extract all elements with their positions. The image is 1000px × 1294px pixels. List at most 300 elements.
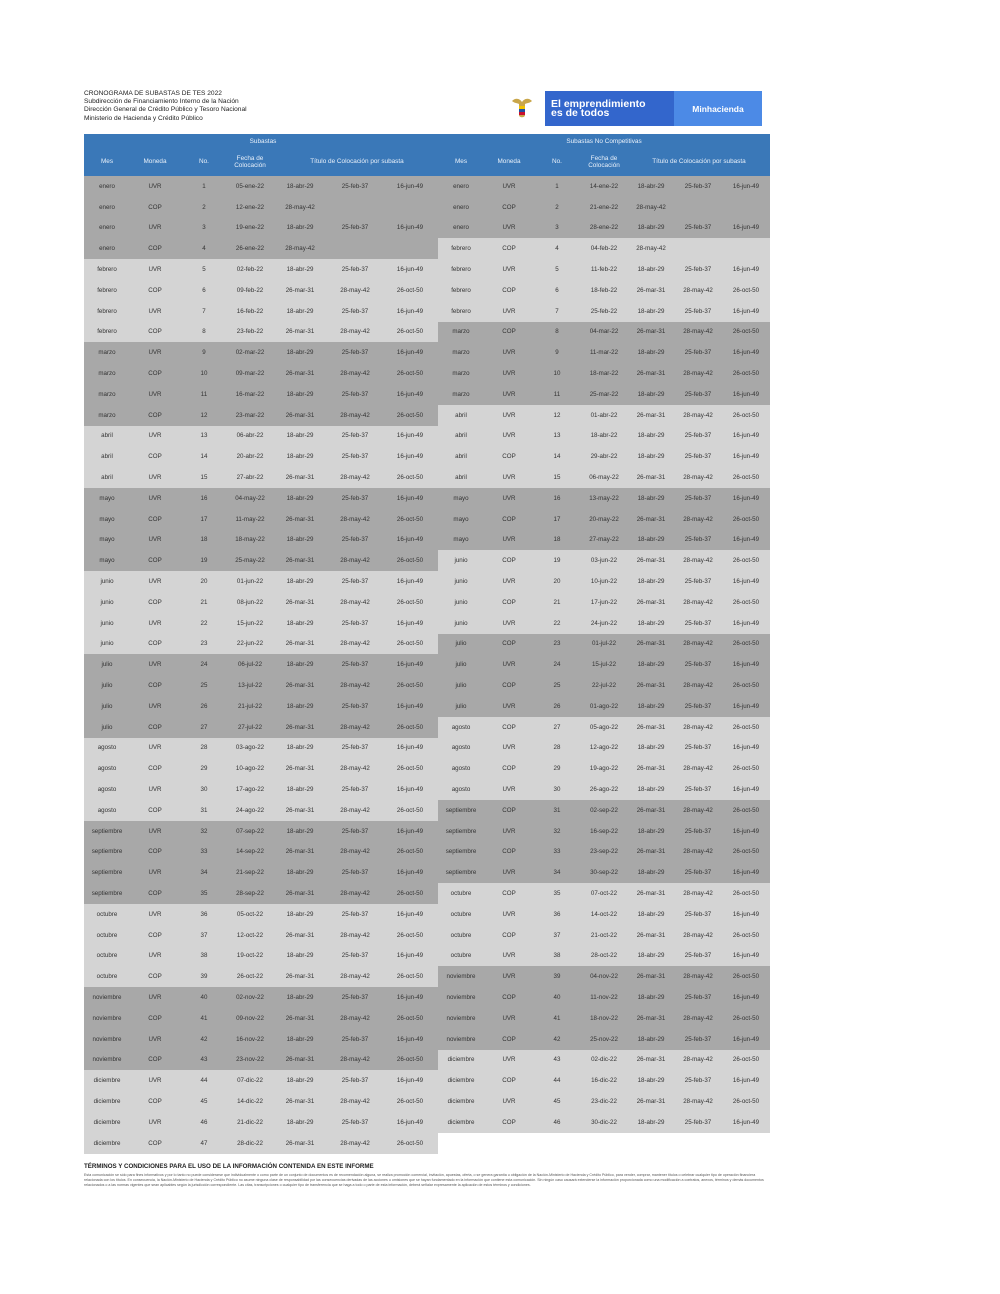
auction-number-cell: 42 [200,1035,208,1043]
title-cell-2: 28-may-42 [340,723,370,731]
title-cell-1: 18-abr-29 [637,432,665,440]
table-row [84,696,438,717]
month-cell: noviembre [92,1014,122,1022]
title-cell-3: 16-jun-49 [396,349,424,357]
month-cell: enero [99,245,115,253]
placement-date-cell: 25-may-22 [235,557,265,565]
auction-number-cell: 22 [200,619,208,627]
title-cell-1: 18-abr-29 [637,224,665,232]
month-cell: diciembre [447,1077,475,1085]
table-row [438,426,770,447]
table-row [438,530,770,551]
placement-date-cell: 15-jun-22 [236,619,264,627]
currency-cell: UVR [148,827,162,835]
placement-date-cell: 22-jul-22 [591,682,617,690]
auction-number-cell: 10 [553,370,561,378]
month-cell: noviembre [92,1035,122,1043]
auction-number-cell: 21 [553,598,561,606]
title-cell-1: 18-abr-29 [286,786,314,794]
table-row [84,1112,438,1133]
title-cell-3: 26-oct-50 [732,806,760,814]
table-row [84,322,438,343]
title-cell-1: 26-mar-31 [285,890,315,898]
table-row [84,218,438,239]
title-cell-1: 26-mar-31 [636,682,666,690]
title-cell-2: 25-feb-37 [684,952,712,960]
title-cell-2: 28-may-42 [683,286,713,294]
title-cell-1: 18-abr-29 [637,910,665,918]
title-cell-2: 28-may-42 [683,1056,713,1064]
title-cell-3: 16-jun-49 [396,1035,424,1043]
table-row [438,1070,770,1091]
terms-section [84,1163,774,1188]
table-row [84,1070,438,1091]
title-cell-2: 25-feb-37 [341,536,369,544]
placement-date-cell: 01-jun-22 [236,578,264,586]
title-cell-1: 18-abr-29 [637,786,665,794]
title-cell-3: 26-oct-50 [396,1014,424,1022]
title-cell-1: 28-may-42 [285,245,315,253]
title-cell-1: 26-mar-31 [285,640,315,648]
table-row [84,488,438,509]
currency-cell: COP [502,682,516,690]
auction-number-cell: 37 [553,931,561,939]
currency-cell: UVR [148,744,162,752]
table-row [84,426,438,447]
month-cell: septiembre [91,848,123,856]
title-cell-1: 18-abr-29 [286,390,314,398]
placement-date-cell: 14-dic-22 [237,1098,263,1106]
title-cell-2: 25-feb-37 [684,869,712,877]
month-cell: septiembre [445,848,477,856]
month-cell: septiembre [445,806,477,814]
title-cell-2: 28-may-42 [683,848,713,856]
col-header-month: Mes [454,158,468,166]
table-row [438,966,770,987]
currency-cell: COP [502,994,516,1002]
title-cell-1: 26-mar-31 [285,598,315,606]
title-cell-3: 16-jun-49 [732,786,760,794]
title-cell-3: 16-jun-49 [732,266,760,274]
currency-cell: UVR [148,952,162,960]
table-row [438,758,770,779]
title-cell-2: 25-feb-37 [341,661,369,669]
month-cell: octubre [450,952,472,960]
auction-number-cell: 36 [200,910,208,918]
placement-date-cell: 07-oct-22 [590,890,618,898]
currency-cell: UVR [148,578,162,586]
auction-number-cell: 31 [553,806,561,814]
month-cell: enero [453,224,469,232]
auction-number-cell: 40 [200,994,208,1002]
title-cell-1: 18-abr-29 [637,307,665,315]
title-cell-1: 26-mar-31 [636,474,666,482]
title-cell-3 [382,238,438,259]
title-cell-3: 26-oct-50 [732,640,760,648]
placement-date-cell: 05-oct-22 [236,910,264,918]
currency-cell: UVR [148,182,162,190]
title-cell-2: 25-feb-37 [341,952,369,960]
placement-date-cell: 12-ene-22 [235,203,265,211]
month-cell: febrero [451,245,471,253]
placement-date-cell: 03-ago-22 [235,744,265,752]
title-cell-3: 26-oct-50 [732,1098,760,1106]
month-cell: marzo [98,411,116,419]
placement-date-cell: 02-mar-22 [235,349,265,357]
month-cell: marzo [98,349,116,357]
auction-number-cell: 8 [555,328,559,336]
title-cell-2: 28-may-42 [683,765,713,773]
placement-date-cell: 25-feb-22 [590,307,618,315]
month-cell: agosto [451,786,471,794]
month-cell: mayo [99,515,115,523]
placement-date-cell: 28-oct-22 [590,952,618,960]
title-cell-3: 16-jun-49 [396,869,424,877]
month-cell: junio [100,598,114,606]
title-cell-3: 16-jun-49 [732,744,760,752]
title-cell-1: 18-abr-29 [637,661,665,669]
currency-cell: COP [502,890,516,898]
title-cell-3: 26-oct-50 [396,973,424,981]
currency-cell: UVR [502,307,516,315]
title-cell-1: 18-abr-29 [286,432,314,440]
table-row [84,446,438,467]
month-cell: septiembre [91,869,123,877]
auction-number-cell: 25 [200,682,208,690]
placement-date-cell: 09-mar-22 [235,370,265,378]
table-row [438,197,770,218]
currency-cell: UVR [148,494,162,502]
title-cell-3 [722,238,770,259]
currency-cell: UVR [502,474,516,482]
month-cell: abril [101,453,113,461]
month-cell: octubre [96,910,118,918]
auction-number-cell: 12 [553,411,561,419]
title-cell-3: 16-jun-49 [396,952,424,960]
title-cell-1: 26-mar-31 [285,848,315,856]
placement-date-cell: 21-jul-22 [237,702,263,710]
currency-cell: UVR [502,266,516,274]
title-cell-3: 16-jun-49 [396,578,424,586]
title-cell-1: 26-mar-31 [285,1056,315,1064]
currency-cell: UVR [502,494,516,502]
title-cell-1: 26-mar-31 [285,328,315,336]
title-cell-3: 16-jun-49 [396,266,424,274]
currency-cell: UVR [502,827,516,835]
auction-number-cell: 46 [553,1118,561,1126]
placement-date-cell: 19-ago-22 [589,765,619,773]
title-cell-2: 25-feb-37 [684,702,712,710]
table-row [84,467,438,488]
title-cell-1: 26-mar-31 [285,973,315,981]
table-row [84,634,438,655]
currency-cell: UVR [502,1056,516,1064]
title-cell-2: 28-may-42 [340,1098,370,1106]
currency-cell: UVR [148,224,162,232]
auction-number-cell: 9 [202,349,206,357]
currency-cell: COP [148,557,162,565]
auction-number-cell: 43 [553,1056,561,1064]
auction-number-cell: 2 [555,203,559,211]
month-cell: agosto [97,806,117,814]
table-row [438,488,770,509]
title-cell-1: 18-abr-29 [286,744,314,752]
placement-date-cell: 06-jul-22 [237,661,263,669]
placement-date-cell: 16-mar-22 [235,390,265,398]
title-cell-2: 25-feb-37 [341,390,369,398]
col-header-number: No. [199,158,209,166]
currency-cell: UVR [502,578,516,586]
title-cell-2: 28-may-42 [340,806,370,814]
currency-cell: COP [148,723,162,731]
title-cell-1: 18-abr-29 [286,578,314,586]
title-cell-2: 28-may-42 [340,848,370,856]
table-row [84,1050,438,1071]
month-cell: marzo [452,370,470,378]
table-row [84,342,438,363]
month-cell: julio [101,723,113,731]
title-cell-3: 16-jun-49 [396,536,424,544]
title-cell-3: 16-jun-49 [732,1118,760,1126]
placement-date-cell: 30-dic-22 [591,1118,617,1126]
title-cell-3: 26-oct-50 [396,765,424,773]
title-cell-3: 26-oct-50 [396,640,424,648]
title-cell-1: 26-mar-31 [636,515,666,523]
title-cell-1: 26-mar-31 [636,286,666,294]
placement-date-cell: 15-jul-22 [591,661,617,669]
table-body [84,176,442,1154]
title-cell-3: 16-jun-49 [396,1118,424,1126]
title-cell-3: 26-oct-50 [732,557,760,565]
placement-date-cell: 14-oct-22 [590,910,618,918]
currency-cell: COP [502,453,516,461]
table-row [438,675,770,696]
table-row [84,925,438,946]
auction-number-cell: 23 [200,640,208,648]
month-cell: febrero [451,307,471,315]
auction-number-cell: 7 [555,307,559,315]
title-cell-2: 25-feb-37 [684,1035,712,1043]
title-cell-1: 18-abr-29 [637,266,665,274]
title-cell-1: 28-may-42 [636,203,666,211]
title-cell-1: 26-mar-31 [636,931,666,939]
table-row [84,301,438,322]
document-header [84,90,247,123]
table-row [438,363,770,384]
placement-date-cell: 24-jun-22 [590,619,618,627]
title-cell-3: 16-jun-49 [396,786,424,794]
title-cell-3: 16-jun-49 [396,910,424,918]
currency-cell: COP [148,598,162,606]
month-cell: julio [455,640,467,648]
table-row [438,280,770,301]
title-cell-2: 25-feb-37 [684,224,712,232]
title-cell-1: 26-mar-31 [285,1014,315,1022]
title-cell-1: 26-mar-31 [285,1139,315,1147]
title-cell-3: 26-oct-50 [732,515,760,523]
auction-number-cell: 41 [200,1014,208,1022]
currency-cell: UVR [502,619,516,627]
col-header-date: Fecha de Colocación [588,154,620,169]
month-cell: septiembre [445,869,477,877]
currency-cell: COP [502,931,516,939]
auction-number-cell: 15 [200,474,208,482]
currency-cell: COP [502,245,516,253]
placement-date-cell: 17-ago-22 [235,786,265,794]
month-cell: diciembre [93,1077,121,1085]
month-cell: diciembre [93,1118,121,1126]
title-cell-1: 18-abr-29 [286,1077,314,1085]
title-cell-2: 28-may-42 [683,1098,713,1106]
currency-cell: UVR [148,536,162,544]
placement-date-cell: 07-dic-22 [237,1077,263,1085]
title-cell-3: 16-jun-49 [396,453,424,461]
month-cell: julio [101,682,113,690]
month-cell: marzo [98,370,116,378]
month-cell: septiembre [91,890,123,898]
table-title: Subastas No Competitivas [438,134,770,148]
title-cell-3: 26-oct-50 [396,474,424,482]
placement-date-cell: 20-abr-22 [236,453,264,461]
title-cell-1: 26-mar-31 [285,1098,315,1106]
title-cell-2 [674,238,722,259]
col-header-titles: Título de Colocación por subasta [652,158,746,166]
month-cell: marzo [452,349,470,357]
table-row [438,696,770,717]
title-cell-3: 26-oct-50 [396,1139,424,1147]
currency-cell: UVR [502,370,516,378]
placement-date-cell: 14-sep-22 [236,848,264,856]
placement-date-cell: 23-nov-22 [236,1056,264,1064]
table-row [84,1091,438,1112]
currency-cell: UVR [148,1118,162,1126]
month-cell: febrero [451,266,471,274]
month-cell: julio [101,702,113,710]
title-cell-3: 16-jun-49 [396,994,424,1002]
col-header-number: No. [552,158,562,166]
currency-cell: UVR [502,786,516,794]
placement-date-cell: 06-abr-22 [236,432,264,440]
title-cell-1: 26-mar-31 [285,682,315,690]
placement-date-cell: 11-feb-22 [590,266,618,274]
auction-number-cell: 42 [553,1035,561,1043]
auction-number-cell: 38 [553,952,561,960]
title-cell-1: 26-mar-31 [636,806,666,814]
currency-cell: UVR [502,1098,516,1106]
month-cell: marzo [452,328,470,336]
coat-of-arms-icon [498,91,545,126]
auction-number-cell: 4 [202,245,206,253]
auction-number-cell: 17 [553,515,561,523]
title-cell-2: 25-feb-37 [684,390,712,398]
month-cell: enero [99,203,115,211]
title-cell-2: 25-feb-37 [341,1118,369,1126]
placement-date-cell: 14-ene-22 [589,182,619,190]
month-cell: febrero [97,328,117,336]
table-row [84,592,438,613]
month-cell: agosto [97,786,117,794]
placement-date-cell: 22-jun-22 [236,640,264,648]
title-cell-2: 25-feb-37 [341,744,369,752]
title-cell-3: 26-oct-50 [396,370,424,378]
title-cell-3: 26-oct-50 [732,286,760,294]
currency-cell: UVR [502,1014,516,1022]
currency-cell: COP [502,328,516,336]
table-row [438,322,770,343]
title-cell-1: 26-mar-31 [636,973,666,981]
placement-date-cell: 28-sep-22 [236,890,264,898]
month-cell: octubre [96,973,118,981]
title-cell-3: 16-jun-49 [732,994,760,1002]
table-row [438,862,770,883]
title-cell-1: 18-abr-29 [637,869,665,877]
currency-cell: COP [502,848,516,856]
title-cell-1: 26-mar-31 [636,411,666,419]
auction-number-cell: 14 [200,453,208,461]
title-cell-1: 18-abr-29 [286,619,314,627]
currency-cell: COP [148,286,162,294]
title-cell-1: 18-abr-29 [286,307,314,315]
currency-cell: UVR [148,994,162,1002]
title-cell-2: 25-feb-37 [341,702,369,710]
table-row [438,384,770,405]
title-cell-3: 26-oct-50 [396,723,424,731]
title-cell-2: 25-feb-37 [684,1077,712,1085]
currency-cell: COP [502,1118,516,1126]
auction-number-cell: 20 [553,578,561,586]
table-row [438,238,770,259]
month-cell: diciembre [447,1098,475,1106]
placement-date-cell: 30-sep-22 [590,869,618,877]
title-cell-3: 26-oct-50 [732,370,760,378]
currency-cell: COP [502,1035,516,1043]
month-cell: diciembre [447,1118,475,1126]
title-cell-2: 25-feb-37 [684,994,712,1002]
placement-date-cell: 21-sep-22 [236,869,264,877]
auction-number-cell: 43 [200,1056,208,1064]
month-cell: octubre [96,931,118,939]
title-cell-3: 16-jun-49 [732,494,760,502]
placement-date-cell: 11-mar-22 [589,349,619,357]
month-cell: abril [455,474,467,482]
title-cell-1: 26-mar-31 [636,1014,666,1022]
auction-number-cell: 31 [200,806,208,814]
table-row [438,738,770,759]
title-cell-2: 25-feb-37 [684,619,712,627]
month-cell: octubre [450,890,472,898]
title-cell-1: 28-may-42 [285,203,315,211]
month-cell: noviembre [92,1056,122,1064]
currency-cell: UVR [502,869,516,877]
placement-date-cell: 12-ago-22 [589,744,619,752]
title-cell-1: 18-abr-29 [286,266,314,274]
auction-number-cell: 45 [553,1098,561,1106]
table-row [438,779,770,800]
currency-cell: COP [148,640,162,648]
title-cell-3: 26-oct-50 [396,806,424,814]
currency-cell: UVR [148,266,162,274]
currency-cell: UVR [502,349,516,357]
title-cell-3: 26-oct-50 [396,1056,424,1064]
auction-number-cell: 35 [553,890,561,898]
month-cell: diciembre [93,1139,121,1147]
month-cell: julio [101,661,113,669]
title-cell-2: 25-feb-37 [341,1035,369,1043]
table-row [84,842,438,863]
auction-number-cell: 19 [553,557,561,565]
month-cell: octubre [450,910,472,918]
table-row [84,904,438,925]
